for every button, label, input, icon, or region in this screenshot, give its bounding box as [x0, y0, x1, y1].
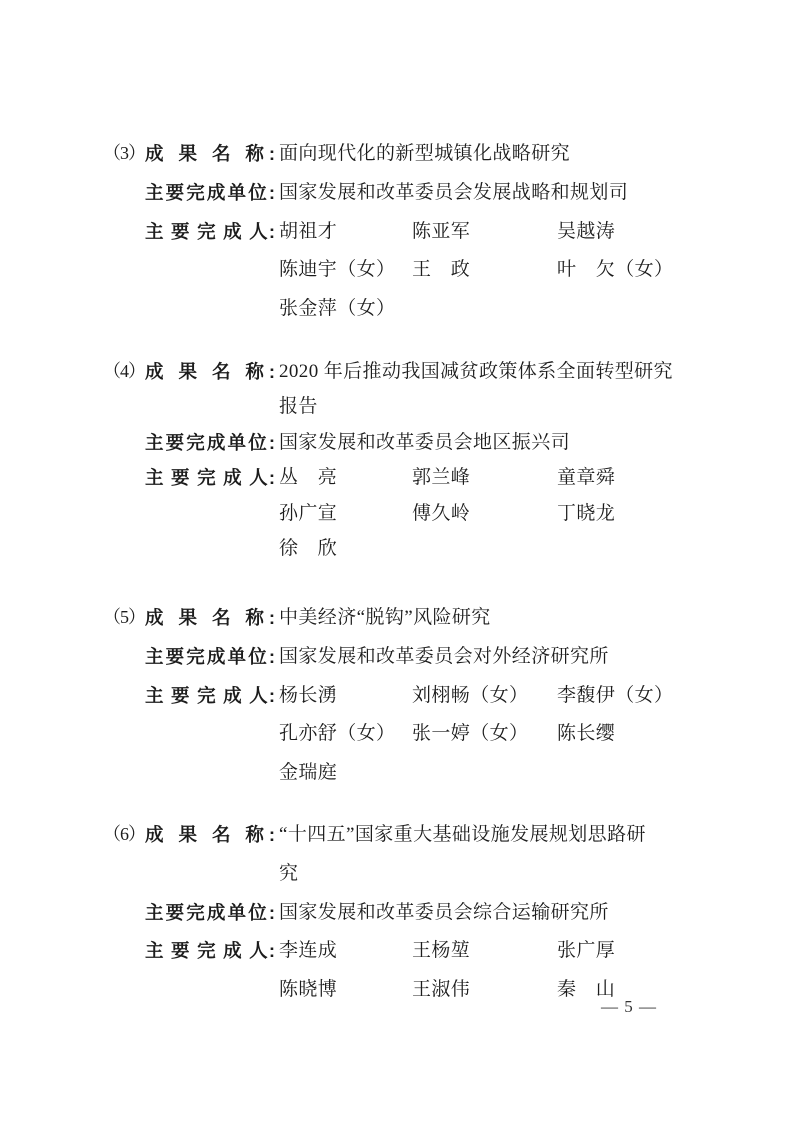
unit-label: 主要完成单位: [145, 901, 275, 923]
achievement-section-6 [103, 822, 763, 1016]
people-line [103, 501, 763, 536]
person-name: 王 政 [412, 259, 471, 281]
name-label: 成 果 名 称: [145, 143, 275, 164]
unit-line [103, 430, 763, 465]
people-label: 主 要 完 成 人: [145, 467, 275, 489]
person-name: 王杨堃 [412, 940, 471, 962]
person-name: 李连成 [279, 940, 338, 962]
unit-value: 国家发展和改革委员会综合运输研究所 [279, 901, 609, 923]
achievement-title-continued: 报告 [279, 396, 318, 418]
person-name: 孔亦舒（女） [279, 723, 396, 745]
unit-line [103, 180, 763, 219]
people-row [279, 257, 673, 282]
people-line [103, 938, 763, 977]
people-row [279, 536, 412, 561]
people-label: 主 要 完 成 人: [145, 940, 275, 962]
item-number: （4） [103, 361, 145, 381]
title-line-continued [103, 861, 763, 900]
people-row [279, 501, 615, 526]
person-name: 刘栩畅（女） [412, 684, 529, 706]
people-row [279, 296, 412, 321]
person-name: 陈晓博 [279, 979, 338, 1001]
unit-value: 国家发展和改革委员会地区振兴司 [279, 431, 571, 453]
person-name: 王淑伟 [412, 979, 471, 1001]
person-name: 张一婷（女） [412, 723, 529, 745]
people-line [103, 465, 763, 500]
people-line [103, 536, 763, 571]
people-line [103, 721, 763, 760]
person-name: 陈长缨 [557, 723, 616, 745]
achievement-title-continued: 究 [279, 862, 299, 884]
page-number: — 5 — [601, 997, 657, 1016]
person-name: 孙广宣 [279, 502, 338, 524]
title-line [103, 822, 763, 861]
person-name: 吴越涛 [557, 220, 616, 242]
people-line [103, 219, 763, 258]
person-name: 秦 山 [557, 979, 616, 1001]
achievement-title: 面向现代化的新型城镇化战略研究 [279, 143, 571, 164]
title-line-continued [103, 394, 763, 429]
achievement-section-4 [103, 359, 763, 571]
people-row [279, 977, 615, 1002]
achievement-title: “十四五”国家重大基础设施发展规划思路研 [279, 824, 646, 845]
title-line [103, 141, 763, 180]
unit-value: 国家发展和改革委员会发展战略和规划司 [279, 181, 629, 203]
achievement-section-3 [103, 141, 763, 335]
person-name: 傅久岭 [412, 502, 471, 524]
name-label: 成 果 名 称: [145, 824, 275, 845]
person-name: 胡祖才 [279, 220, 338, 242]
title-line [103, 605, 763, 644]
person-name: 陈亚军 [412, 220, 471, 242]
achievement-title: 中美经济“脱钩”风险研究 [279, 607, 491, 628]
name-label: 成 果 名 称: [145, 607, 275, 628]
name-label: 成 果 名 称: [145, 361, 275, 382]
person-name: 丛 亮 [279, 467, 338, 489]
achievement-title: 2020 年后推动我国减贫政策体系全面转型研究 [279, 361, 673, 382]
person-name: 李馥伊（女） [557, 684, 674, 706]
people-row [279, 465, 615, 490]
item-number: （6） [103, 824, 145, 844]
achievement-section-5 [103, 605, 763, 799]
people-line [103, 977, 763, 1016]
people-row [279, 760, 412, 785]
person-name: 童章舜 [557, 467, 616, 489]
unit-label: 主要完成单位: [145, 181, 275, 203]
person-name: 陈迪宇（女） [279, 259, 396, 281]
unit-line [103, 644, 763, 683]
people-row [279, 938, 615, 963]
person-name: 张金萍（女） [279, 298, 396, 320]
unit-value: 国家发展和改革委员会对外经济研究所 [279, 645, 609, 667]
person-name: 郭兰峰 [412, 467, 471, 489]
unit-label: 主要完成单位: [145, 431, 275, 453]
unit-line [103, 900, 763, 939]
person-name: 徐 欣 [279, 537, 338, 559]
people-line [103, 257, 763, 296]
person-name: 金瑞庭 [279, 762, 338, 784]
person-name: 丁晓龙 [557, 502, 616, 524]
people-label: 主 要 完 成 人: [145, 220, 275, 242]
people-row [279, 721, 615, 746]
person-name: 张广厚 [557, 940, 616, 962]
title-line [103, 359, 763, 394]
unit-label: 主要完成单位: [145, 645, 275, 667]
item-number: （3） [103, 143, 145, 163]
item-number: （5） [103, 607, 145, 627]
person-name: 叶 欠（女） [557, 259, 674, 281]
people-line [103, 760, 763, 799]
people-row [279, 219, 615, 244]
person-name: 杨长湧 [279, 684, 338, 706]
people-label: 主 要 完 成 人: [145, 684, 275, 706]
people-row [279, 683, 673, 708]
people-line [103, 683, 763, 722]
people-line [103, 296, 763, 335]
